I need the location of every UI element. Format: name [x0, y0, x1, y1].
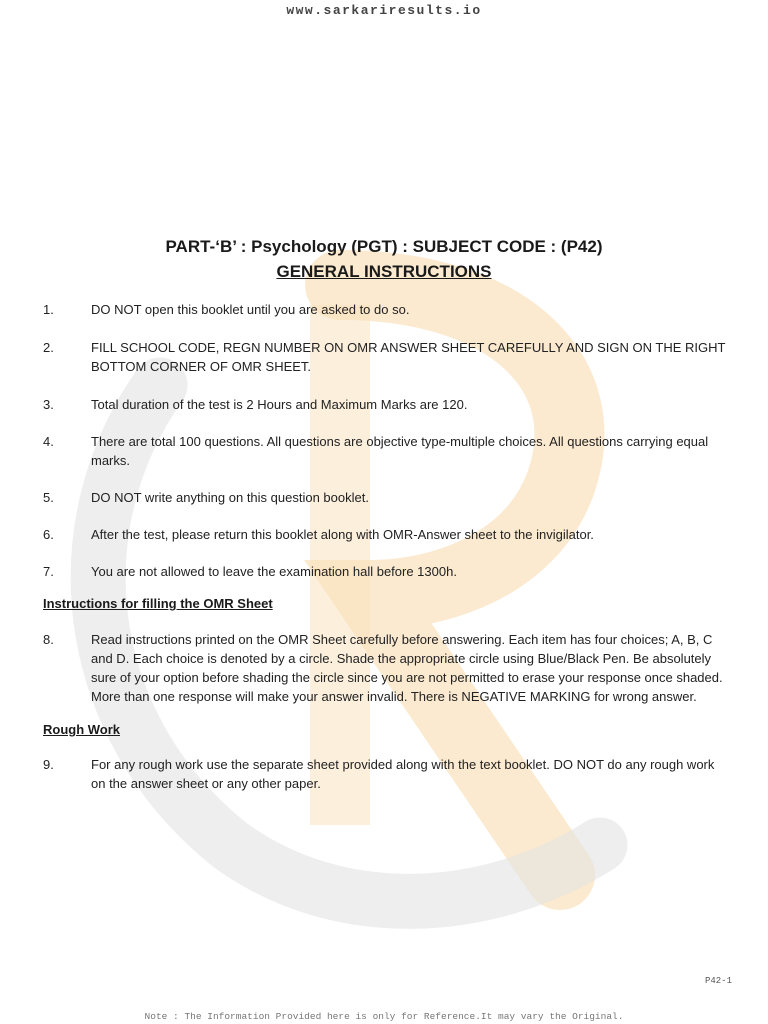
page-title: PART-‘B’ : Psychology (PGT) : SUBJECT CODE : (P42): [165, 237, 603, 256]
instruction-text: There are total 100 questions. All questions are objective type-multiple choices. All questions carrying equal marks.: [91, 434, 709, 468]
instruction-item-4: [43, 432, 728, 470]
instruction-text: You are not allowed to leave the examination hall before 1300h.: [91, 564, 457, 579]
instruction-text: Read instructions printed on the OMR Sheet carefully before answering. Each item has four choices; A, B, C and D. Each choice is denoted by a circle. Shade the appropriate circle using Blue/Black Pen. Be absolutely sure of your option before shading the circle since you are not permitted to erase your response once shaded. More than one response will make your answer invalid. There is NEGATIVE MARKING for wrong answer.: [91, 632, 723, 704]
omr-section-heading: Instructions for filling the OMR Sheet: [43, 596, 273, 611]
instruction-text: For any rough work use the separate sheet provided along with the text booklet. DO NOT do any rough work on the answer sheet or any other paper.: [91, 757, 715, 791]
instruction-text: DO NOT open this booklet until you are asked to do so.: [91, 302, 410, 317]
instruction-number: 3.: [43, 397, 54, 412]
instruction-number: 8.: [43, 632, 54, 647]
footer-note: Note : The Information Provided here is only for Reference.It may vary the Original.: [144, 1011, 624, 1022]
instruction-item-6: [43, 525, 728, 544]
instruction-item-1: [43, 300, 728, 319]
page-subtitle: GENERAL INSTRUCTIONS: [276, 262, 492, 281]
instruction-number: 5.: [43, 490, 54, 505]
instruction-number: 4.: [43, 434, 54, 449]
instruction-text: FILL SCHOOL CODE, REGN NUMBER ON OMR ANSWER SHEET CAREFULLY AND SIGN ON THE RIGHT BOTTOM CORNER OF OMR SHEET.: [91, 340, 726, 374]
instruction-item-9: [43, 755, 728, 793]
instruction-text: DO NOT write anything on this question booklet.: [91, 490, 369, 505]
instruction-number: 7.: [43, 564, 54, 579]
instructions-page: [0, 236, 768, 793]
instruction-number: 2.: [43, 340, 54, 355]
instruction-number: 1.: [43, 302, 54, 317]
instruction-text: After the test, please return this booklet along with OMR-Answer sheet to the invigilator.: [91, 527, 594, 542]
instruction-text: Total duration of the test is 2 Hours and Maximum Marks are 120.: [91, 397, 468, 412]
header-url: www.sarkariresults.io: [286, 3, 482, 18]
instruction-item-3: [43, 395, 728, 414]
instruction-item-8: [43, 630, 728, 706]
rough-work-heading: Rough Work: [43, 722, 121, 737]
instruction-number: 9.: [43, 757, 54, 772]
instruction-item-2: [43, 338, 728, 376]
page-number: P42-1: [704, 976, 732, 986]
instruction-item-7: [43, 562, 728, 581]
instruction-number: 6.: [43, 527, 54, 542]
instruction-item-5: [43, 488, 728, 507]
